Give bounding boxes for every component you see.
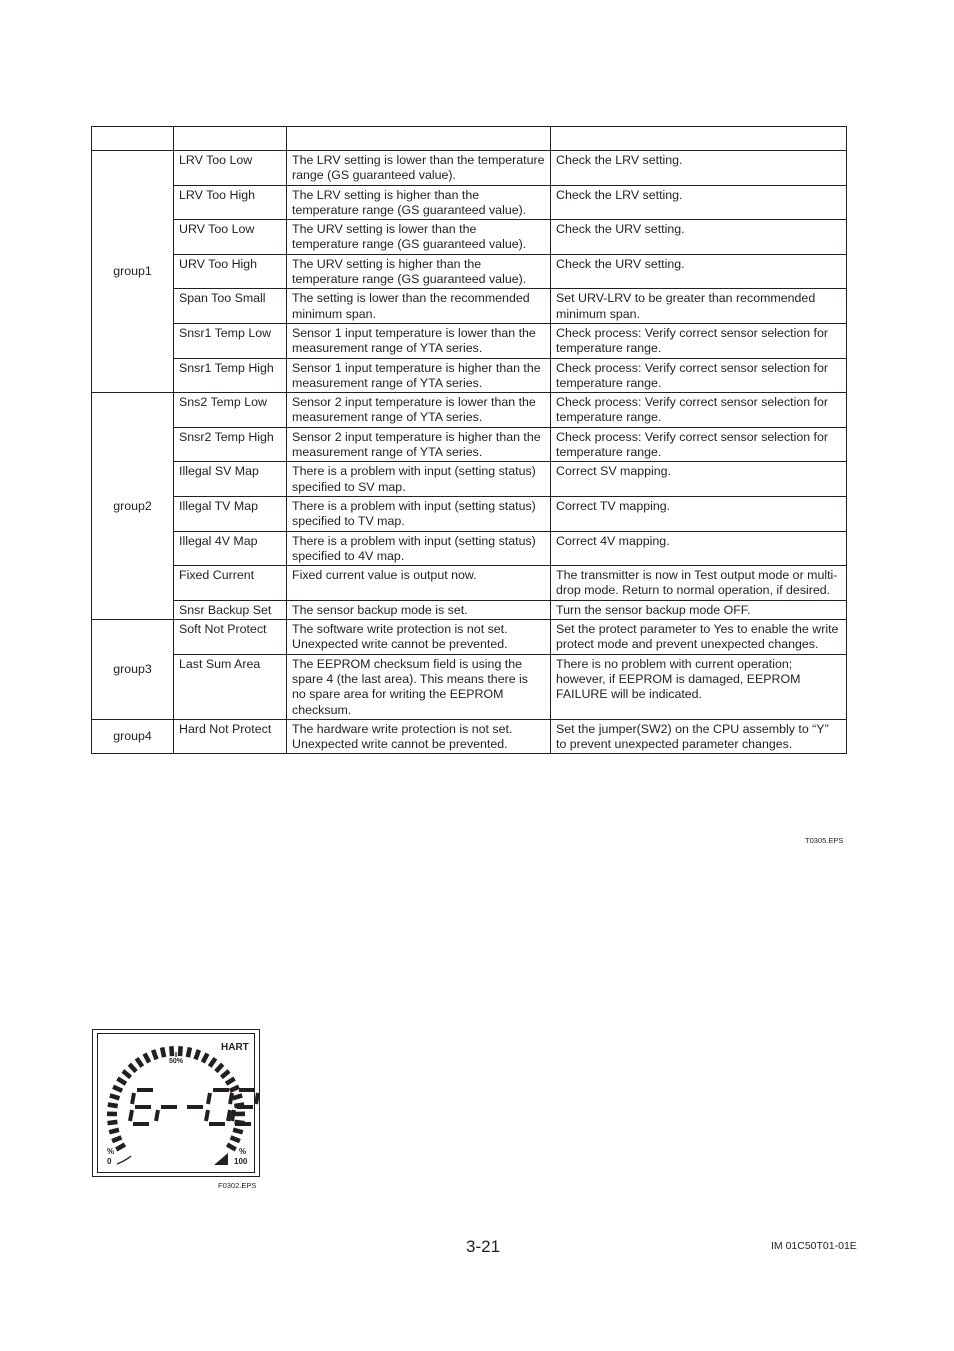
zero-label: 0 bbox=[107, 1157, 112, 1166]
bargraph-base-right-icon bbox=[214, 1153, 228, 1165]
segment-e bbox=[156, 1110, 158, 1121]
bargraph-segment bbox=[193, 1049, 201, 1060]
percent-50-label: 50% bbox=[169, 1058, 184, 1065]
cause-cell: Sensor 1 input temperature is lower than the measurement range of YTA series. bbox=[287, 323, 551, 358]
bargraph-segment bbox=[230, 1135, 241, 1143]
bargraph-segment bbox=[229, 1085, 240, 1093]
message-cell: Illegal 4V Map bbox=[174, 531, 287, 566]
action-cell: Check process: Verify correct sensor selection for temperature range. bbox=[551, 427, 847, 462]
bargraph-segment bbox=[112, 1085, 123, 1093]
message-cell: LRV Too Low bbox=[174, 151, 287, 186]
table-row bbox=[92, 393, 847, 428]
percent-right-label: % bbox=[239, 1147, 247, 1156]
table-row bbox=[92, 323, 847, 358]
cause-cell: The URV setting is higher than the temperature range (GS guaranteed value). bbox=[287, 254, 551, 289]
table-row bbox=[92, 427, 847, 462]
cause-cell: There is a problem with input (setting status) specified to SV map. bbox=[287, 462, 551, 497]
cause-cell: Sensor 2 input temperature is higher than the measurement range of YTA series. bbox=[287, 427, 551, 462]
table-row bbox=[92, 654, 847, 719]
message-cell: Hard Not Protect bbox=[174, 719, 287, 754]
lcd-display-figure bbox=[92, 1029, 260, 1177]
table-row bbox=[92, 462, 847, 497]
table-row bbox=[92, 185, 847, 220]
bargraph-segment bbox=[226, 1143, 237, 1152]
cause-cell: The URV setting is lower than the temperature range (GS guaranteed value). bbox=[287, 220, 551, 255]
bargraph-segment bbox=[233, 1128, 244, 1135]
bargraph-segment bbox=[186, 1047, 193, 1058]
bargraph-segment bbox=[151, 1049, 159, 1060]
group-cell: group4 bbox=[92, 719, 174, 754]
header-cell bbox=[174, 127, 287, 151]
bargraph-segment bbox=[208, 1057, 217, 1068]
message-cell: Snsr2 Temp High bbox=[174, 427, 287, 462]
table-row bbox=[92, 719, 847, 754]
message-cell: Fixed Current bbox=[174, 566, 287, 601]
hundred-label: 100 bbox=[234, 1157, 248, 1166]
bargraph-segment bbox=[109, 1128, 120, 1135]
cause-cell: The sensor backup mode is set. bbox=[287, 600, 551, 619]
cause-cell: Sensor 2 input temperature is lower than the measurement range of YTA series. bbox=[287, 393, 551, 428]
action-cell: Check process: Verify correct sensor selection for temperature range. bbox=[551, 393, 847, 428]
bargraph-segment bbox=[115, 1143, 126, 1152]
cause-cell: The setting is lower than the recommended minimum span. bbox=[287, 289, 551, 324]
bargraph-segment bbox=[225, 1077, 236, 1086]
bargraph-segment bbox=[109, 1093, 120, 1100]
header-cell bbox=[287, 127, 551, 151]
cause-cell: The software write protection is not set. Unexpected write cannot be prevented. bbox=[287, 620, 551, 655]
bargraph-segment bbox=[220, 1069, 231, 1079]
table-row bbox=[92, 600, 847, 619]
cause-cell: Sensor 1 input temperature is higher than the measurement range of YTA series. bbox=[287, 358, 551, 393]
figure-file-label: F0302.EPS bbox=[218, 1181, 257, 1190]
header-cell bbox=[551, 127, 847, 151]
group-cell: group3 bbox=[92, 620, 174, 720]
cause-cell: The LRV setting is lower than the temperature range (GS guaranteed value). bbox=[287, 151, 551, 186]
cause-cell: Fixed current value is output now. bbox=[287, 566, 551, 601]
table-header-row bbox=[92, 127, 847, 151]
table-row bbox=[92, 566, 847, 601]
action-cell: There is no problem with current operation; however, if EEPROM is damaged, EEPROM FAILURE will be indicated. bbox=[551, 654, 847, 719]
cause-cell: The LRV setting is higher than the temperature range (GS guaranteed value). bbox=[287, 185, 551, 220]
bargraph-segment bbox=[107, 1102, 118, 1108]
message-cell: Soft Not Protect bbox=[174, 620, 287, 655]
action-cell: Check process: Verify correct sensor selection for temperature range. bbox=[551, 358, 847, 393]
bargraph-segment bbox=[235, 1112, 245, 1117]
segment-e bbox=[232, 1110, 234, 1121]
message-cell: URV Too Low bbox=[174, 220, 287, 255]
message-cell: URV Too High bbox=[174, 254, 287, 289]
segment-b bbox=[230, 1093, 232, 1104]
page-number: 3-21 bbox=[466, 1237, 501, 1256]
action-cell: Correct SV mapping. bbox=[551, 462, 847, 497]
table-row bbox=[92, 358, 847, 393]
action-cell: Check the LRV setting. bbox=[551, 185, 847, 220]
bargraph-segment bbox=[160, 1047, 167, 1058]
action-cell: Set URV-LRV to be greater than recommended minimum span. bbox=[551, 289, 847, 324]
message-cell: Illegal TV Map bbox=[174, 496, 287, 531]
action-cell: Set the protect parameter to Yes to enable the write protect mode and prevent unexpected changes. bbox=[551, 620, 847, 655]
document-id: IM 01C50T01-01E bbox=[771, 1240, 857, 1252]
table-row bbox=[92, 289, 847, 324]
bargraph-segment bbox=[128, 1063, 138, 1073]
bargraph-segment bbox=[169, 1046, 174, 1056]
lcd-graphic bbox=[93, 1030, 261, 1178]
message-cell: Snsr1 Temp Low bbox=[174, 323, 287, 358]
percent-left-label: % bbox=[107, 1147, 115, 1156]
table-row bbox=[92, 151, 847, 186]
table-file-label: T0305.EPS bbox=[805, 836, 844, 845]
message-cell: Last Sum Area bbox=[174, 654, 287, 719]
bargraph-segment bbox=[111, 1135, 122, 1143]
bargraph-segment bbox=[214, 1063, 224, 1073]
bargraph-segment bbox=[143, 1053, 152, 1064]
action-cell: Turn the sensor backup mode OFF. bbox=[551, 600, 847, 619]
hart-label: HART bbox=[221, 1042, 249, 1053]
segment-e bbox=[206, 1110, 208, 1121]
action-cell: Correct 4V mapping. bbox=[551, 531, 847, 566]
action-cell: Check the LRV setting. bbox=[551, 151, 847, 186]
group-cell: group2 bbox=[92, 393, 174, 620]
table-row bbox=[92, 531, 847, 566]
bargraph-segment bbox=[107, 1112, 117, 1117]
action-cell: Check the URV setting. bbox=[551, 254, 847, 289]
action-cell: Set the jumper(SW2) on the CPU assembly to “Y” to prevent unexpected parameter changes. bbox=[551, 719, 847, 754]
group-cell: group1 bbox=[92, 151, 174, 393]
segment-b bbox=[256, 1093, 258, 1104]
cause-cell: The EEPROM checksum field is using the spare 4 (the last area). This means there is no spare area for writing the EEPROM checksum. bbox=[287, 654, 551, 719]
cause-cell: The hardware write protection is not set. Unexpected write cannot be prevented. bbox=[287, 719, 551, 754]
action-cell: Check the URV setting. bbox=[551, 220, 847, 255]
message-cell: LRV Too High bbox=[174, 185, 287, 220]
table-row bbox=[92, 254, 847, 289]
segment-f bbox=[208, 1093, 210, 1104]
message-cell: Illegal SV Map bbox=[174, 462, 287, 497]
action-cell: Check process: Verify correct sensor selection for temperature range. bbox=[551, 323, 847, 358]
message-cell: Span Too Small bbox=[174, 289, 287, 324]
bargraph-base-left-icon bbox=[117, 1156, 131, 1164]
message-cell: Sns2 Temp Low bbox=[174, 393, 287, 428]
table-row bbox=[92, 496, 847, 531]
bargraph-segment bbox=[107, 1120, 117, 1126]
bargraph-segment bbox=[121, 1069, 132, 1079]
header-cell bbox=[92, 127, 174, 151]
action-cell: The transmitter is now in Test output mode or multi-drop mode. Return to normal operation, if desired. bbox=[551, 566, 847, 601]
bargraph-segment bbox=[178, 1046, 183, 1056]
segment-f bbox=[132, 1093, 134, 1104]
error-message-table bbox=[91, 126, 847, 754]
message-cell: Snsr Backup Set bbox=[174, 600, 287, 619]
action-cell: Correct TV mapping. bbox=[551, 496, 847, 531]
bargraph-segment bbox=[201, 1053, 210, 1064]
message-cell: Snsr1 Temp High bbox=[174, 358, 287, 393]
bargraph-segment bbox=[135, 1057, 144, 1068]
table-row bbox=[92, 220, 847, 255]
bargraph-segment bbox=[116, 1077, 127, 1086]
segment-c bbox=[228, 1110, 230, 1121]
cause-cell: There is a problem with input (setting status) specified to TV map. bbox=[287, 496, 551, 531]
table-row bbox=[92, 620, 847, 655]
cause-cell: There is a problem with input (setting status) specified to 4V map. bbox=[287, 531, 551, 566]
segment-e bbox=[130, 1110, 132, 1121]
